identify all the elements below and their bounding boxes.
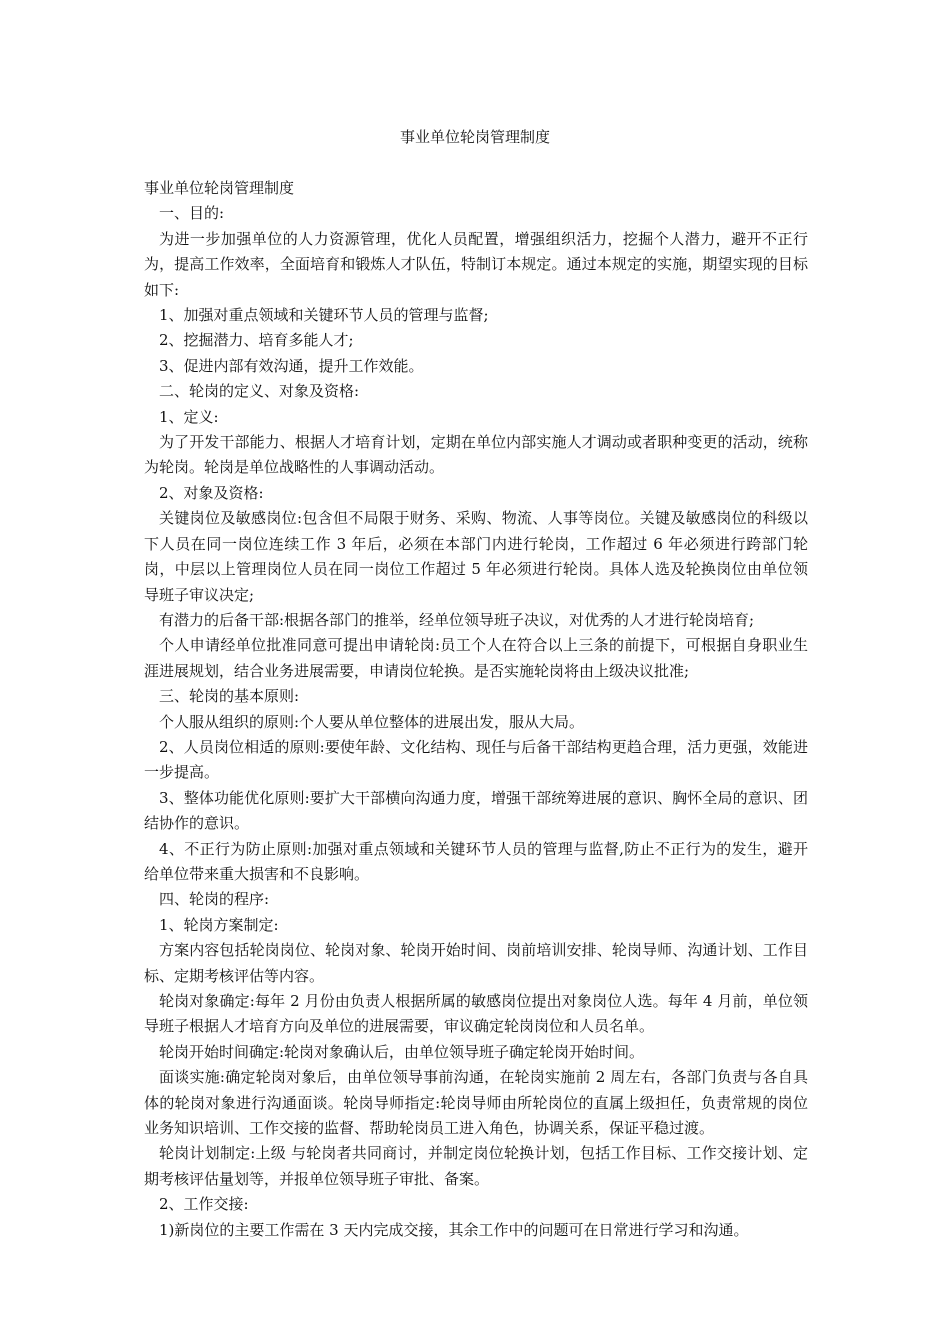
paragraph: 为进一步加强单位的人力资源管理，优化人员配置，增强组织活力，挖掘个人潜力，避开不正行为，提高工作效率，全面培育和锻炼人才队伍，特制订本规定。通过本规定的实施，期望实现的目标如下: [144,229,808,299]
paragraph: 2、挖掘潜力、培育多能人才; [159,331,354,350]
paragraph: 2、工作交接: [159,1195,249,1214]
paragraph: 3、整体功能优化原则:要扩大干部横向沟通力度，增强干部统筹进展的意识、胸怀全局的意识、团结协作的意识。 [144,788,808,833]
paragraph: 轮岗开始时间确定:轮岗对象确认后，由单位领导班子确定轮岗开始时间。 [159,1042,645,1061]
paragraph: 1、加强对重点领域和关键环节人员的管理与监督; [159,306,489,325]
paragraph: 为了开发干部能力、根据人才培育计划，定期在单位内部实施人才调动或者职种变更的活动，统称为轮岗。轮岗是单位战略性的人事调动活动。 [144,433,808,477]
paragraph: 轮岗对象确定:每年 2 月份由负责人根据所属的敏感岗位提出对象岗位人选。每年 4 月前，单位领导班子根据人才培育方向及单位的进展需要，审议确定轮岗岗位和人员名单。 [144,992,808,1036]
paragraph: 方案内容包括轮岗岗位、轮岗对象、轮岗开始时间、岗前培训安排、轮岗导师、沟通计划、工作目标、定期考核评估等内容。 [144,941,808,985]
paragraph: 1、轮岗方案制定: [159,915,279,934]
paragraph: 事业单位轮岗管理制度 [144,179,295,197]
document-title: 事业单位轮岗管理制度 [399,128,550,146]
paragraph: 2、人员岗位相适的原则:要使年龄、文化结构、现任与后备干部结构更趋合理，活力更强，效能进一步提高。 [144,737,808,782]
paragraph: 4、不正行为防止原则:加强对重点领域和关键环节人员的管理与监督,防止不正行为的发生，避开给单位带来重大损害和不良影响。 [144,839,808,883]
paragraph: 轮岗计划制定:上级 与轮岗者共同商讨，并制定岗位轮换计划，包括工作目标、工作交接计划、定期考核评估量划等，并报单位领导班子审批、备案。 [144,1144,808,1188]
paragraph: 四、轮岗的程序: [159,890,270,909]
paragraph: 1)新岗位的主要工作需在 3 天内完成交接，其余工作中的问题可在日常进行学习和沟通。 [159,1220,749,1239]
paragraph: 面谈实施:确定轮岗对象后，由单位领导事前沟通，在轮岗实施前 2 周左右，各部门负责与各自具体的轮岗对象进行沟通面谈。轮岗导师指定:轮岗导师由所轮岗位的直属上级担任，负责常规的岗位业务知识培训、工作交接的监督、帮助轮岗员工进入角色，协调关系，保证平稳过渡。 [144,1068,808,1138]
paragraph: 个人服从组织的原则:个人要从单位整体的进展出发，服从大局。 [159,712,585,731]
paragraph: 一、目的: [159,204,225,223]
paragraph: 3、促进内部有效沟通，提升工作效能。 [159,356,424,375]
paragraph: 关键岗位及敏感岗位:包含但不局限于财务、采购、物流、人事等岗位。关键及敏感岗位的科级以下人员在同一岗位连续工作 3 年后，必须在本部门内进行轮岗，工作超过 6 年必须进行跨部门轮岗，中层以上管理岗位人员在同一岗位工作超过 5 年必须进行轮岗。具体人选及轮换岗位由单位领导班子审议决定; [144,509,808,604]
document-body [144,176,808,1243]
paragraph: 2、对象及资格: [159,483,264,502]
paragraph: 二、轮岗的定义、对象及资格: [159,382,360,401]
paragraph: 三、轮岗的基本原则: [159,687,300,706]
paragraph: 个人申请经单位批准同意可提出申请轮岗:员工个人在符合以上三条的前提下，可根据自身职业生涯进展规划，结合业务进展需要，申请岗位轮换。是否实施轮岗将由上级决议批准; [144,636,808,680]
paragraph: 1、定义: [159,407,219,426]
paragraph: 有潜力的后备干部:根据各部门的推举，经单位领导班子决议，对优秀的人才进行轮岗培育; [159,610,755,629]
